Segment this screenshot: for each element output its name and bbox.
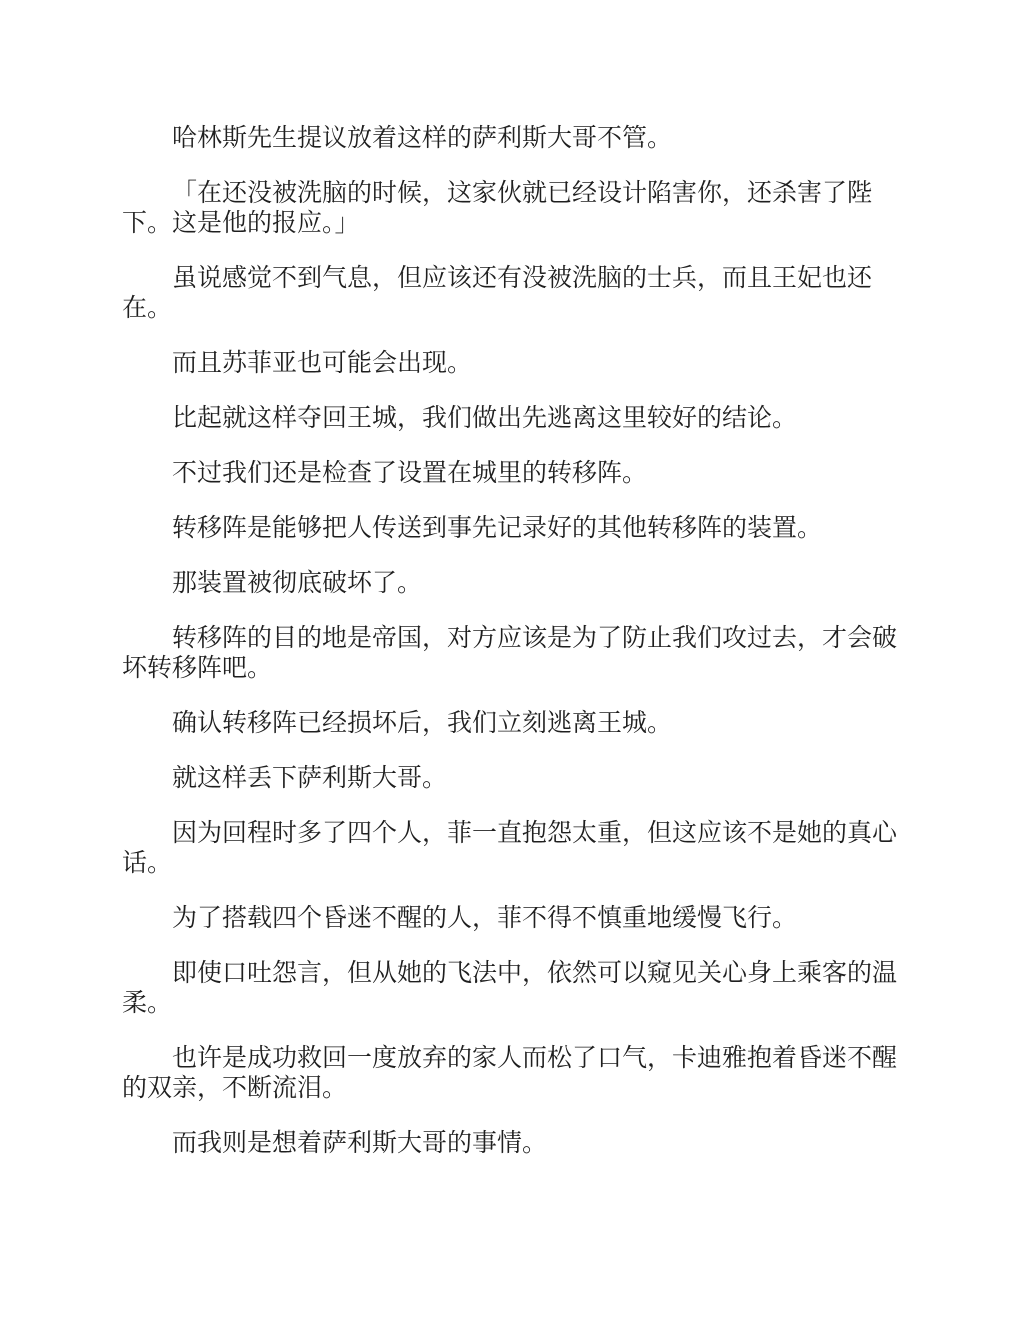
paragraph: 比起就这样夺回王城，我们做出先逃离这里较好的结论。 (172, 405, 798, 432)
paragraph: 哈林斯先生提议放着这样的萨利斯大哥不管。 (172, 125, 673, 152)
paragraph: 而我则是想着萨利斯大哥的事情。 (172, 1130, 548, 1157)
paragraph: 不过我们还是检查了设置在城里的转移阵。 (172, 460, 648, 487)
paragraph: 即使口吐怨言，但从她的飞法中，依然可以窥见关心身上乘客的温柔。 (122, 960, 898, 1017)
paragraph: 而且苏菲亚也可能会出现。 (172, 350, 473, 377)
paragraph: 虽说感觉不到气息，但应该还有没被洗脑的士兵，而且王妃也还在。 (122, 265, 873, 322)
paragraph: 转移阵的目的地是帝国，对方应该是为了防止我们攻过去，才会破坏转移阵吧。 (122, 625, 898, 682)
paragraph: 也许是成功救回一度放弃的家人而松了口气，卡迪雅抱着昏迷不醒的双亲，不断流泪。 (122, 1045, 898, 1102)
paragraph: 转移阵是能够把人传送到事先记录好的其他转移阵的装置。 (172, 515, 823, 542)
paragraph: 那装置被彻底破坏了。 (172, 570, 423, 597)
paragraph: 确认转移阵已经损坏后，我们立刻逃离王城。 (172, 710, 673, 737)
paragraph-dialogue: 「在还没被洗脑的时候，这家伙就已经设计陷害你，还杀害了陛下。这是他的报应。」 (122, 180, 873, 237)
paragraph: 因为回程时多了四个人，菲一直抱怨太重，但这应该不是她的真心话。 (122, 820, 898, 877)
paragraph: 为了搭载四个昏迷不醒的人，菲不得不慎重地缓慢飞行。 (172, 905, 798, 932)
paragraph: 就这样丢下萨利斯大哥。 (172, 765, 448, 792)
